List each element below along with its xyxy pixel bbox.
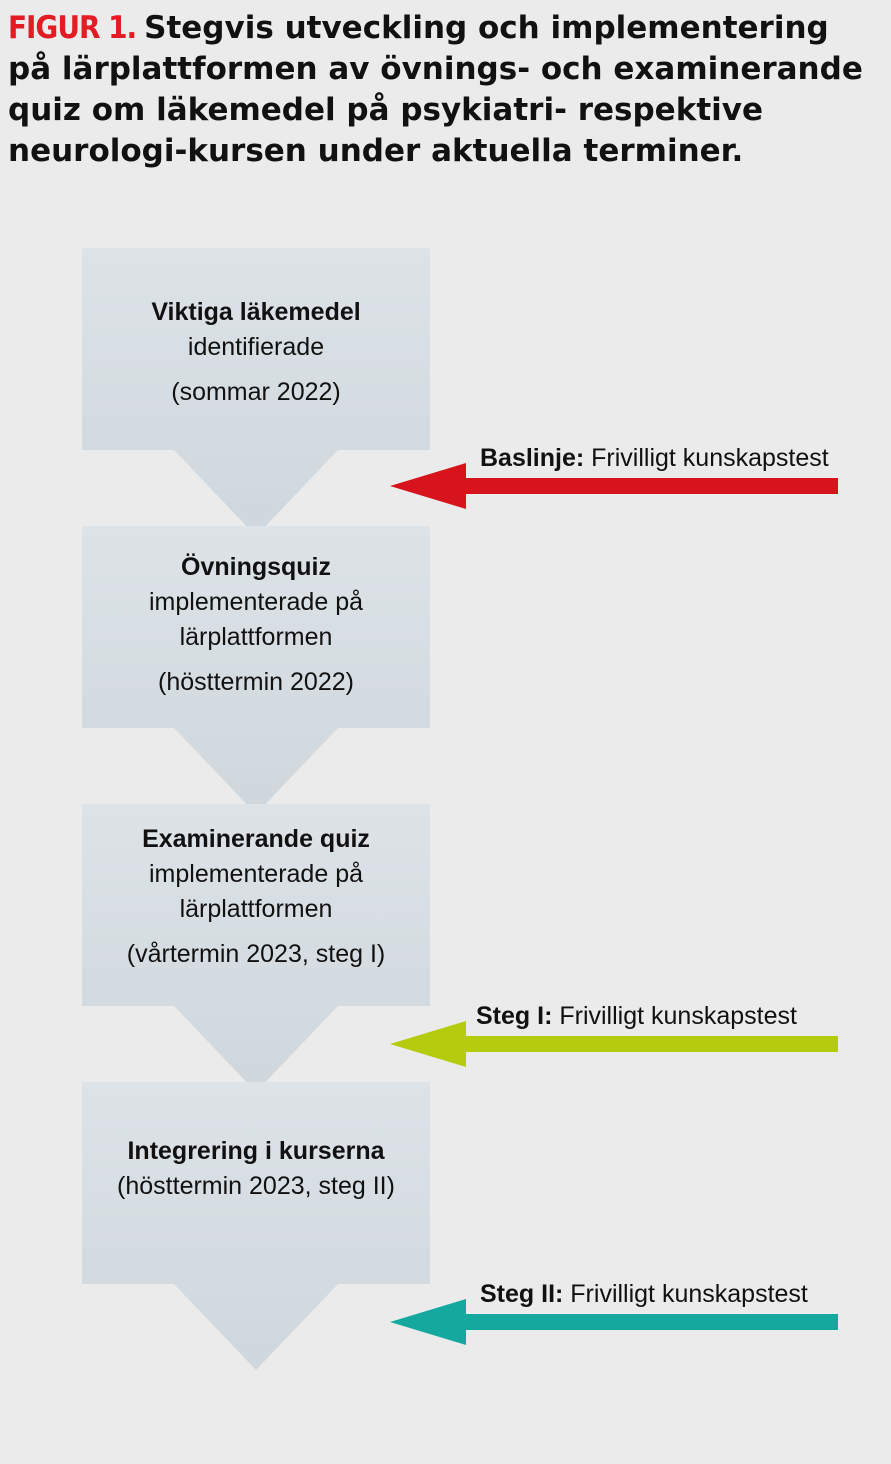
step-period: (vårtermin 2023, steg I)	[126, 940, 386, 968]
step-heading: Examinerande quiz	[142, 825, 370, 853]
step-detail: implementerade på	[148, 860, 363, 888]
step-box-3	[82, 812, 430, 982]
step-detail: lärplattformen	[179, 623, 333, 651]
test-label-bold: Steg I:	[476, 1002, 553, 1030]
test-label-text: Frivilligt kunskapstest	[552, 1002, 797, 1030]
step-heading: Integrering i kurserna	[127, 1137, 385, 1165]
test-label-text: Frivilligt kunskapstest	[584, 444, 829, 472]
step1-test-label	[476, 1002, 797, 1031]
step2-test-label	[480, 1280, 808, 1309]
step-box-1	[82, 282, 430, 422]
baseline-test-label	[480, 444, 829, 473]
step-detail: identifierade	[187, 332, 325, 361]
step-box-4	[82, 1124, 430, 1214]
test-label-bold: Baslinje:	[480, 444, 585, 472]
figure-caption-text: Stegvis utveckling och implementering på lärplattformen av övnings- och examinerande quiz om läkemedel på psykiatri- respektive neurologi-kursen under aktuella terminer.	[8, 10, 863, 169]
step-detail: implementerade på	[148, 588, 363, 616]
test-label-bold: Steg II:	[480, 1280, 564, 1308]
step-box-2	[82, 540, 430, 710]
test-label-text: Frivilligt kunskapstest	[563, 1280, 808, 1308]
step-period: (hösttermin 2022)	[158, 668, 354, 696]
step-detail: lärplattformen	[179, 895, 333, 923]
step-period: (hösttermin 2023, steg II)	[117, 1172, 395, 1200]
step-heading: Övningsquiz	[181, 553, 331, 581]
figure-label: FIGUR 1.	[8, 10, 137, 46]
step-heading: Viktiga läkemedel	[151, 297, 361, 326]
step-period: (sommar 2022)	[171, 377, 341, 406]
